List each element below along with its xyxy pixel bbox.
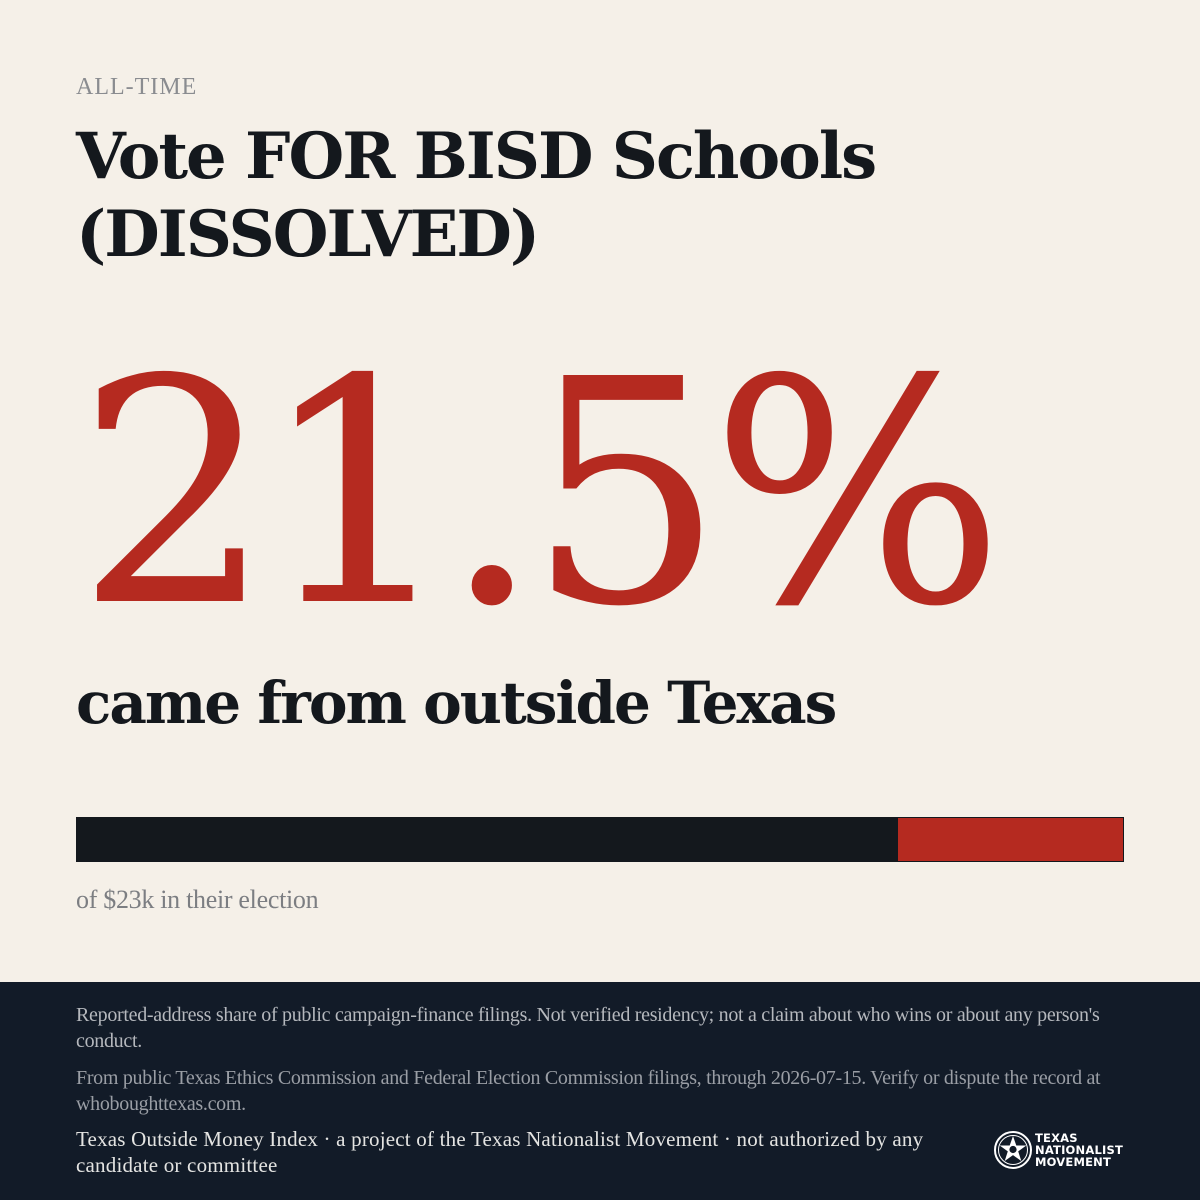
tnm-logo [993, 1130, 1123, 1170]
outside-share-fill [898, 818, 1123, 861]
page-title: Vote FOR BISD Schools (DISSOLVED) [76, 119, 876, 272]
footer-credit: Texas Outside Money Index · a project of the Texas Nationalist Movement · not authorized by any candidate or committee [76, 1127, 924, 1177]
outside-share-caption: came from outside Texas [76, 669, 836, 737]
logo-line-2: NATIONALIST [1035, 1143, 1123, 1157]
footer-source: From public Texas Ethics Commission and Federal Election Commission filings, through 2026-07-15. Verify or dispute the record at whoboughttexas.com. [76, 1067, 1101, 1115]
footer-disclaimer: Reported-address share of public campaign-finance filings. Not verified residency; not a claim about who wins or about any person's conduct. [76, 1004, 1100, 1052]
logo-line-1: TEXAS [1035, 1131, 1078, 1145]
star-seal-icon [993, 1130, 1033, 1170]
logo-line-3: MOVEMENT [1035, 1155, 1112, 1169]
period-label: ALL-TIME [76, 74, 198, 100]
share-progress-bar [76, 817, 1124, 862]
total-raised-text: of $23k in their election [76, 885, 319, 914]
outside-share-value: 21.5% [76, 314, 991, 675]
logo-wordmark [1035, 1132, 1123, 1168]
